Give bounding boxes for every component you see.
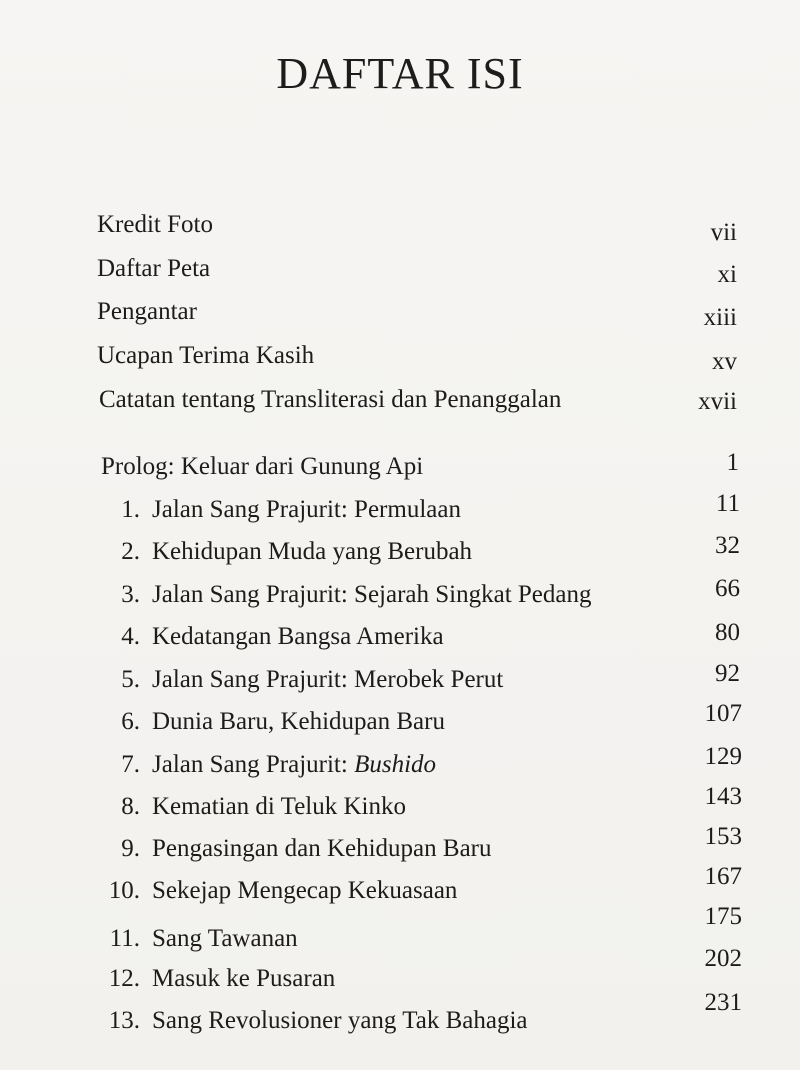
chapter-page: 11: [715, 490, 740, 517]
toc-entry-page: vii: [710, 219, 737, 246]
chapter-number: 11.: [109, 925, 140, 952]
chapter-number: 2.: [121, 538, 140, 565]
toc-entry-catatan: [99, 383, 737, 417]
chapter-number: 6.: [121, 708, 140, 735]
chapter-title: Masuk ke Pusaran: [152, 965, 336, 992]
chapter-title: Sang Tawanan: [152, 925, 298, 952]
chapter-page: 143: [704, 783, 742, 810]
chapter-number: 7.: [121, 751, 140, 778]
toc-entry-page: xvii: [698, 388, 737, 415]
chapter-page: 107: [704, 700, 742, 727]
toc-entry-page: xiii: [703, 304, 737, 331]
chapter-page: 231: [704, 989, 742, 1016]
toc-chapter-13: [84, 989, 742, 1038]
chapter-title: Pengasingan dan Kehidupan Baru: [152, 835, 492, 862]
chapter-number: 13.: [108, 1007, 140, 1034]
toc-chapter-12: [84, 945, 742, 996]
toc-entry-label: Daftar Peta: [97, 255, 211, 282]
chapter-page: 175: [704, 903, 742, 930]
toc-entry-label: Prolog: Keluar dari Gunung Api: [101, 453, 424, 480]
chapter-number: 3.: [121, 581, 140, 608]
toc-chapter-11: [84, 903, 742, 956]
toc-chapter-9: [88, 823, 742, 866]
chapter-page: 153: [704, 823, 742, 850]
chapter-title: Dunia Baru, Kehidupan Baru: [152, 708, 445, 735]
chapter-title: Jalan Sang Prajurit: Permulaan: [152, 496, 461, 523]
chapter-title: Sekejap Mengecap Kekuasaan: [152, 877, 458, 904]
toc-entry-label: Kredit Foto: [97, 211, 213, 238]
page-title: DAFTAR ISI: [276, 49, 524, 98]
toc-entry-label: Pengantar: [97, 298, 197, 325]
chapter-page: 202: [704, 945, 742, 972]
chapter-title: Kedatangan Bangsa Amerika: [152, 623, 444, 650]
chapter-page: 167: [704, 863, 742, 890]
toc-chapter-4: [88, 620, 740, 654]
chapter-number: 10.: [108, 877, 140, 904]
chapter-number: 9.: [121, 835, 140, 862]
toc-entry-page: xv: [712, 348, 737, 375]
toc-chapter-10: [84, 863, 742, 908]
toc-entry-pengantar: [97, 295, 737, 329]
chapter-number: 8.: [121, 793, 140, 820]
chapter-title-italic: Bushido: [354, 751, 437, 778]
chapter-page: 66: [715, 575, 740, 602]
chapter-page: 32: [715, 532, 740, 559]
chapter-number: 4.: [121, 623, 140, 650]
toc-entry-page: 1: [726, 449, 739, 476]
toc-entry-page: xi: [717, 261, 737, 288]
chapter-title: Kehidupan Muda yang Berubah: [152, 538, 473, 565]
toc-chapter-7: [88, 743, 742, 782]
toc-entry-prolog: [101, 450, 739, 484]
toc-chapter-2: [88, 532, 740, 569]
chapter-title: Jalan Sang Prajurit: Sejarah Singkat Pedang: [152, 581, 592, 608]
chapter-number: 5.: [121, 666, 140, 693]
chapter-number: 1.: [121, 496, 140, 523]
chapter-title: Sang Revolusioner yang Tak Bahagia: [152, 1007, 528, 1034]
toc-chapter-6: [88, 700, 742, 739]
toc-chapter-1: [88, 490, 740, 527]
toc-entry-kredit-foto: [97, 208, 737, 246]
toc-entry-ucapan-terima-kasih: [97, 339, 737, 373]
chapter-title-prefix: Jalan Sang Prajurit:: [152, 751, 355, 778]
toc-chapter-8: [88, 783, 742, 824]
toc-chapter-3: [88, 575, 740, 612]
toc-entry-label: Ucapan Terima Kasih: [97, 342, 315, 369]
chapter-page: 92: [715, 660, 740, 687]
chapter-title: Kematian di Teluk Kinko: [152, 793, 406, 820]
chapter-number: 12.: [108, 965, 140, 992]
toc-entry-daftar-peta: [97, 252, 737, 286]
chapter-page: 80: [715, 619, 740, 646]
toc-chapter-5: [88, 660, 740, 697]
chapter-title: Jalan Sang Prajurit: Merobek Perut: [152, 666, 504, 693]
chapter-page: 129: [704, 743, 742, 770]
toc-entry-label: Catatan tentang Transliterasi dan Penanggalan: [99, 386, 562, 413]
